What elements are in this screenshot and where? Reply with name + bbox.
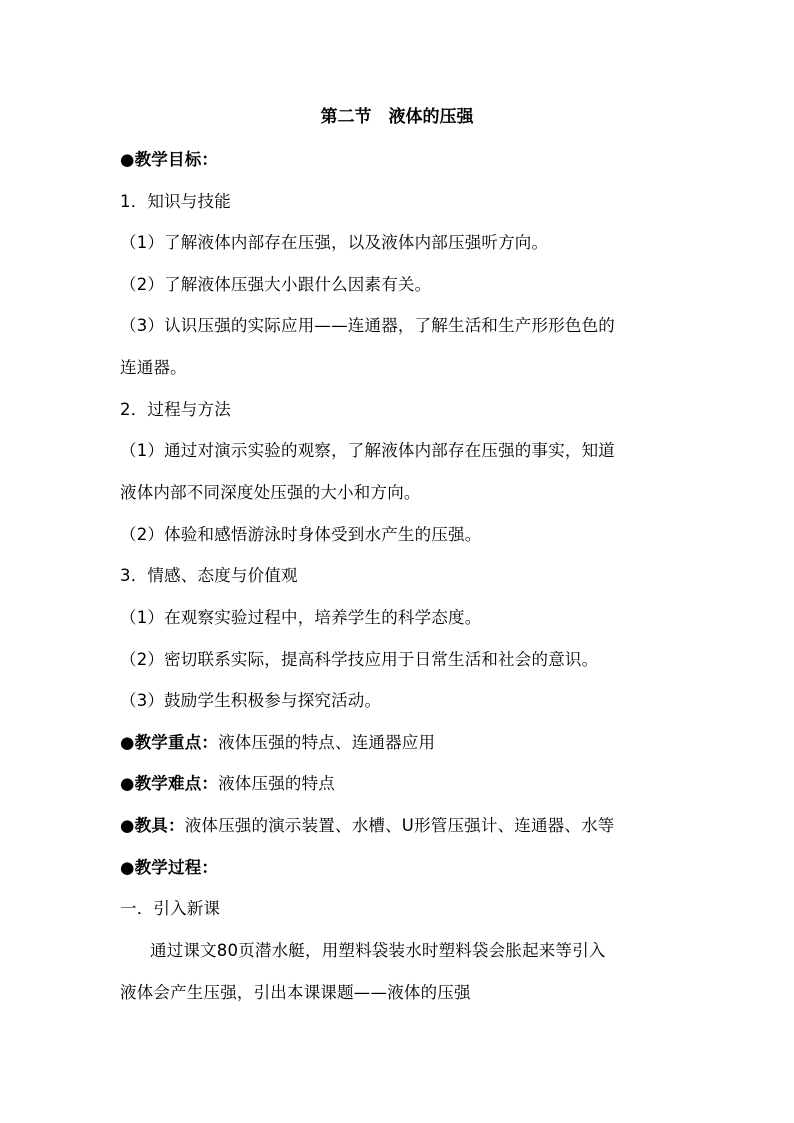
- line-text: （3）认识压强的实际应用——连通器，了解生活和生产形形色色的: [120, 316, 615, 335]
- line-text: 连通器。: [120, 358, 187, 377]
- list-item-continuation: [120, 483, 421, 503]
- subsection-emotion-attitude: [120, 566, 298, 586]
- line-text: （1）在观察实验过程中，培养学生的科学态度。: [120, 608, 482, 627]
- list-item: [120, 691, 381, 711]
- paragraph-continuation: [120, 983, 471, 1003]
- heading-text: 液体压强的演示装置、水槽、U形管压强计、连通器、水等: [184, 816, 615, 835]
- heading-text: 液体压强的特点、连通器应用: [218, 733, 436, 752]
- line-text: 液体会产生压强，引出本课课题——液体的压强: [120, 983, 471, 1002]
- section-teaching-process: [120, 858, 218, 878]
- list-item: [120, 441, 615, 461]
- subsection-process-method: [120, 400, 231, 420]
- list-item: [120, 275, 431, 295]
- section-teaching-focus: [120, 733, 435, 753]
- line-text: 一．引入新课: [120, 899, 221, 918]
- section-heading-objectives: [120, 150, 218, 170]
- section-teaching-aids: [120, 816, 614, 836]
- line-text: 3．情感、态度与价值观: [120, 566, 298, 585]
- page-title: 第二节 液体的压强: [320, 107, 474, 127]
- heading-label: ●教学难点：: [120, 774, 219, 793]
- heading-label: ●教学重点：: [120, 733, 219, 752]
- heading-text: 液体压强的特点: [218, 774, 336, 793]
- subsection-introduction: [120, 899, 220, 919]
- line-text: 2．过程与方法: [120, 400, 231, 419]
- list-item: [120, 525, 481, 545]
- list-item-continuation: [120, 358, 187, 378]
- line-text: 通过课文80页潜水艇，用塑料袋装水时塑料袋会胀起来等引入: [150, 941, 606, 960]
- line-text: 液体内部不同深度处压强的大小和方向。: [120, 483, 421, 502]
- heading-label: ●教学过程：: [120, 858, 219, 877]
- line-text: （3）鼓励学生积极参与探究活动。: [120, 691, 382, 710]
- section-teaching-difficulty: [120, 774, 335, 794]
- list-item: [120, 650, 598, 670]
- line-text: （2）体验和感悟游泳时身体受到水产生的压强。: [120, 525, 482, 544]
- line-text: 1．知识与技能: [120, 192, 231, 211]
- line-text: （2）密切联系实际，提高科学技应用于日常生活和社会的意识。: [120, 650, 599, 669]
- heading-label: ●教具：: [120, 816, 185, 835]
- paragraph-first-line: [150, 941, 606, 961]
- heading-label: ●教学目标：: [120, 150, 219, 169]
- subsection-knowledge-skills: [120, 192, 231, 212]
- list-item: [120, 316, 615, 336]
- line-text: （1）了解液体内部存在压强，以及液体内部压强听方向。: [120, 233, 549, 252]
- list-item: [120, 608, 481, 628]
- line-text: （2）了解液体压强大小跟什么因素有关。: [120, 275, 432, 294]
- line-text: （1）通过对演示实验的观察，了解液体内部存在压强的事实，知道: [120, 441, 615, 460]
- list-item: [120, 233, 548, 253]
